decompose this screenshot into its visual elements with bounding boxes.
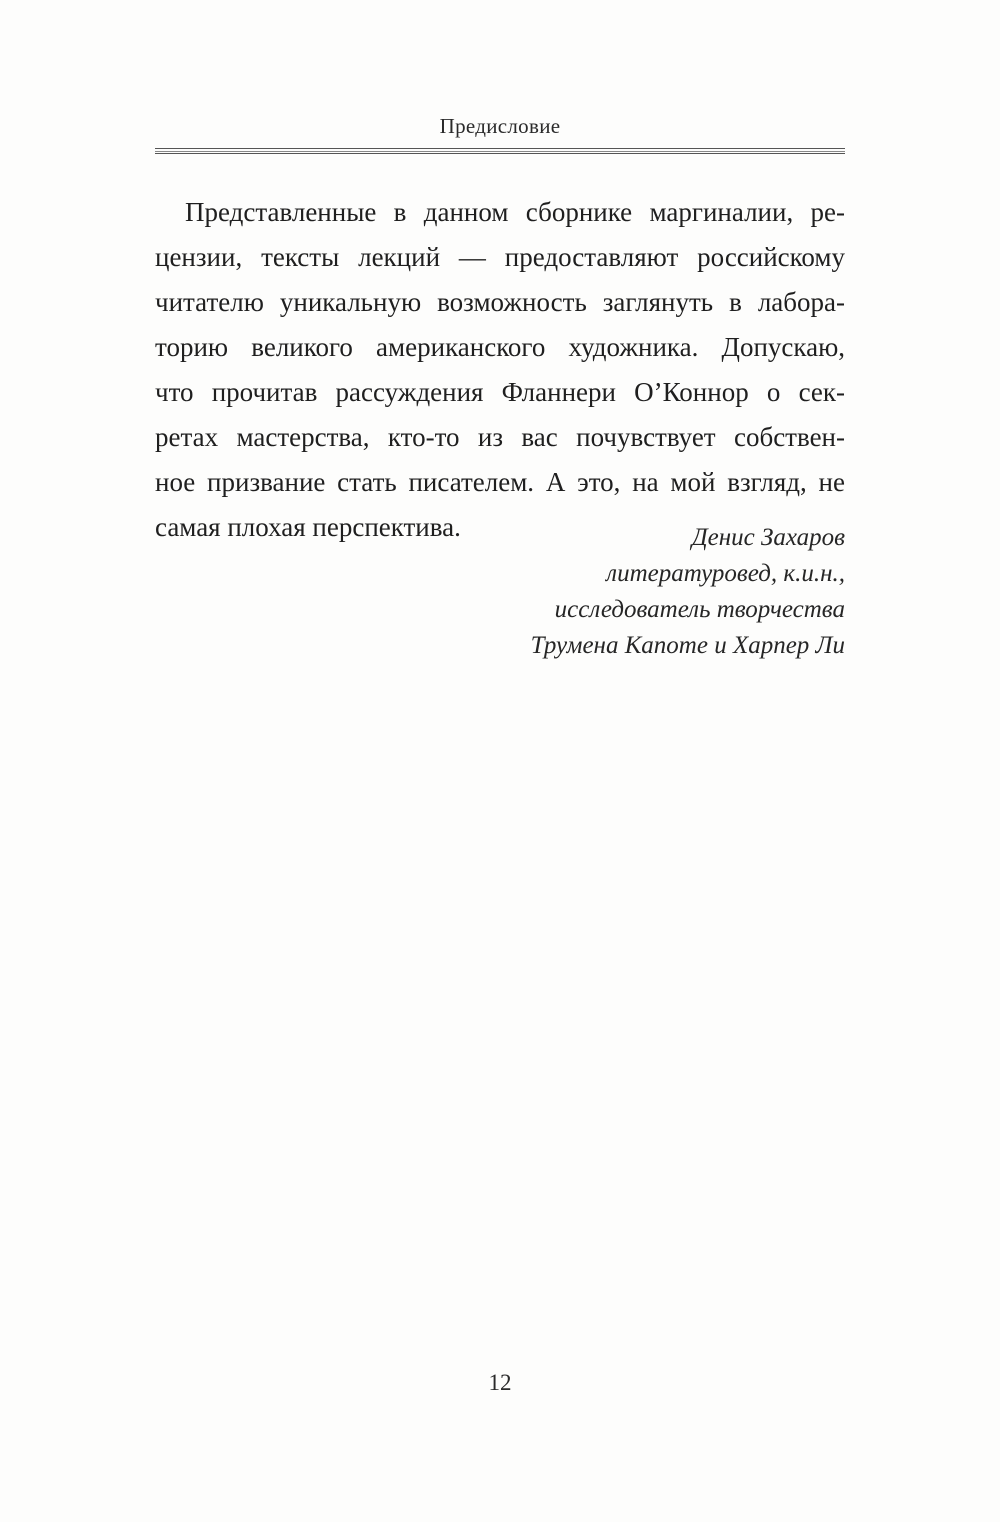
author-title: литературовед, к.и.н., (606, 560, 845, 587)
paragraph-line: читателю уникальную возможность заглянуть в лабора- (155, 287, 845, 317)
header-double-rule (155, 148, 845, 154)
running-head: Предисловие (439, 114, 561, 138)
paragraph-line: самая плохая перспектива. (155, 512, 461, 542)
paragraph-line: что прочитав рассуждения Фланнери О’Коннор о сек- (155, 377, 845, 407)
author-signature (345, 520, 845, 664)
author-role: исследователь творчества (554, 596, 845, 623)
author-subject: Трумена Капоте и Харпер Ли (530, 632, 845, 659)
author-name: Денис Захаров (691, 524, 845, 551)
paragraph-line: Представленные в данном сборнике маргиналии, ре- (185, 197, 845, 227)
page-number: 12 (488, 1370, 512, 1395)
paragraph-line: ретах мастерства, кто-то из вас почувствует собствен- (155, 422, 845, 452)
paragraph-line: торию великого американского художника. Допускаю, (155, 332, 845, 362)
paragraph-line: ное призвание стать писателем. А это, на мой взгляд, не (155, 467, 845, 497)
paragraph-line: цензии, тексты лекций — предоставляют российскому (155, 242, 845, 272)
body-paragraph (155, 190, 845, 550)
